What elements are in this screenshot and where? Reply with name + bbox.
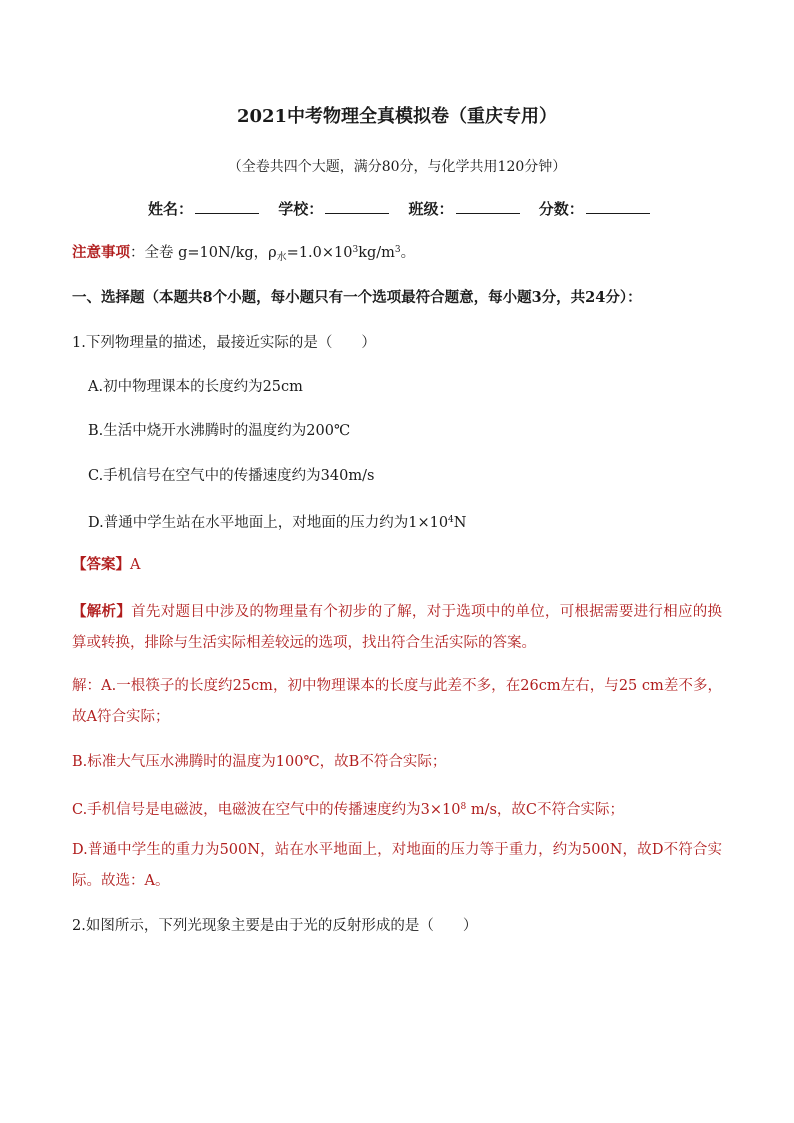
analysis-paragraph xyxy=(72,596,722,659)
solution-c-unit: m/s，故C不符合实际； xyxy=(466,802,625,818)
student-info-row xyxy=(148,197,664,221)
school-label: 学校： xyxy=(278,200,324,218)
name-label: 姓名： xyxy=(148,200,194,218)
question-1-option-a[interactable]: A.初中物理课本的长度约为25cm xyxy=(88,379,303,395)
notice-sup2: 3 xyxy=(394,245,401,255)
school-field[interactable] xyxy=(278,197,389,221)
option-d-text: D.普通中学生站在水平地面上，对地面的压力约为1×10 xyxy=(88,515,449,531)
analysis-text: 首先对题目中涉及的物理量有个初步的了解，对于选项中的单位，可根据需要进行相应的换算或转换，排除与生活实际相差较远的选项，找出符合生活实际的答案。 xyxy=(72,604,723,651)
analysis-label: 【解析】 xyxy=(72,603,132,620)
question-1-option-d[interactable] xyxy=(88,509,466,534)
question-2-stem: 2.如图所示，下列光现象主要是由于光的反射形成的是（ ） xyxy=(72,918,478,934)
notice-text-c: kg/m xyxy=(358,245,395,261)
answer-label: 【答案】 xyxy=(72,556,130,573)
class-field[interactable] xyxy=(409,197,520,221)
name-blank[interactable] xyxy=(195,197,259,214)
question-1-option-c[interactable]: C.手机信号在空气中的传播速度约为340m/s xyxy=(88,468,375,484)
solution-c-sup: 8 xyxy=(460,802,467,812)
option-d-unit: N xyxy=(453,515,467,531)
option-d-sup: 4 xyxy=(448,515,454,525)
notice-line xyxy=(72,239,415,269)
notice-text-b: =1.0×10 xyxy=(286,245,353,261)
class-blank[interactable] xyxy=(456,197,520,214)
notice-sub: 水 xyxy=(276,252,287,263)
name-field[interactable] xyxy=(148,197,259,221)
school-blank[interactable] xyxy=(325,197,389,214)
notice-text-a: ：全卷 g=10N/kg，ρ xyxy=(130,245,277,261)
solution-c xyxy=(72,796,624,821)
class-label: 班级： xyxy=(408,200,454,218)
score-blank[interactable] xyxy=(586,197,650,214)
solution-b: B.标准大气压水沸腾时的温度为100℃，故B不符合实际； xyxy=(72,754,447,770)
notice-sup: 3 xyxy=(352,245,359,255)
section-heading: 一、选择题（本题共8个小题，每小题只有一个选项最符合题意，每小题3分，共24分）： xyxy=(72,289,642,306)
answer-line xyxy=(72,554,140,576)
score-label: 分数： xyxy=(538,200,584,218)
question-1-option-b[interactable]: B.生活中烧开水沸腾时的温度约为200℃ xyxy=(88,423,351,439)
page-title: 2021中考物理全真模拟卷（重庆专用） xyxy=(236,106,558,127)
solution-c-text: C.手机信号是电磁波，电磁波在空气中的传播速度约为3×10 xyxy=(72,802,461,818)
solution-d: D.普通中学生的重力为500N，站在水平地面上，对地面的压力等于重力，约为500N，故D不符合实际。故选：A。 xyxy=(72,842,722,889)
exam-subtitle: （全卷共四个大题，满分80分，与化学共用120分钟） xyxy=(227,159,567,175)
score-field[interactable] xyxy=(539,197,650,221)
notice-text-d: 。 xyxy=(400,245,416,261)
question-1-stem: 1.下列物理量的描述，最接近实际的是（ ） xyxy=(72,335,376,351)
solution-a: 解：A.一根筷子的长度约25cm，初中物理课本的长度与此差不多，在26cm左右，与25 cm差不多，故A符合实际； xyxy=(72,678,722,725)
notice-label: 注意事项 xyxy=(72,244,130,261)
answer-value: A xyxy=(130,557,141,573)
